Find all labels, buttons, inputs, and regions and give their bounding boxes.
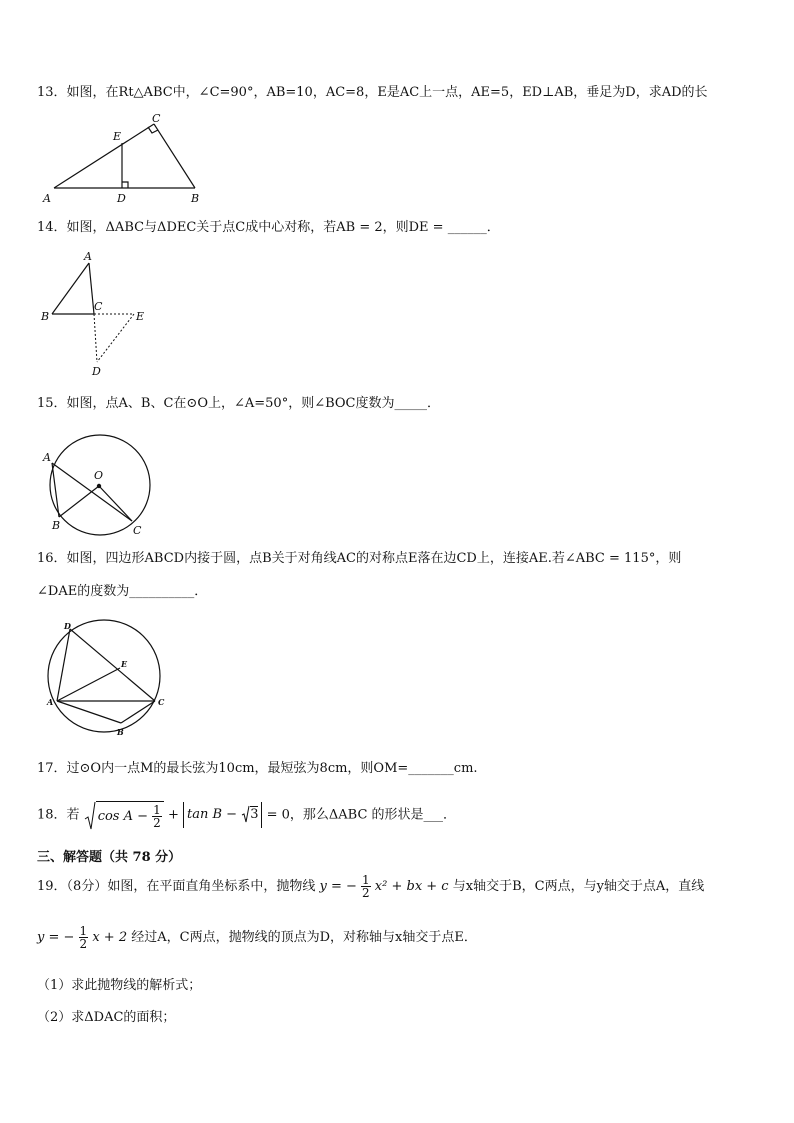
- q15-radius-ob: [59, 486, 99, 517]
- q19-l1-a: 19．（8分）如图，在平面直角坐标系中，抛物线: [37, 879, 316, 894]
- q15-figure: [37, 428, 167, 540]
- q19-l2-eq-post: x + 2: [92, 930, 128, 945]
- q13-label-b: B: [191, 192, 200, 205]
- q14-side-de: [97, 314, 134, 362]
- q13-text: 13．如图，在Rt△ABC中，∠C=90°，AB=10，AC=8，E是AC上一点，AE=5，ED⊥AB，垂足为D，求AD的长: [37, 85, 708, 100]
- q15-text: 15．如图，点A、B、C在⊙O上，∠A=50°，则∠BOC度数为_____．: [37, 396, 440, 411]
- q19-sub1: （1）求此抛物线的解析式；: [37, 978, 202, 993]
- q13-label-d: D: [117, 192, 126, 205]
- q16-side-bc: [121, 701, 155, 723]
- section3-title: 三、解答题（共 78 分）: [37, 850, 182, 865]
- q15-label-b: B: [52, 519, 61, 532]
- q18-suffix: = 0，那么ΔABC 的形状是___．: [266, 807, 457, 823]
- q19-l2-b: 经过A，C两点，抛物线的顶点为D，对称轴与x轴交于点E．: [131, 930, 477, 945]
- q19-l2-fraction: [79, 925, 89, 950]
- q16-label-b: B: [117, 727, 124, 737]
- q16-label-a: A: [47, 697, 54, 707]
- q14-side-ab: [52, 263, 89, 314]
- q14-label-b: B: [41, 310, 50, 323]
- q15-radius-oc: [99, 486, 132, 521]
- q18-radical-sign: [84, 801, 96, 831]
- q19-l2-eq-pre: y = −: [37, 930, 75, 945]
- q14-text: 14．如图，ΔABC与ΔDEC关于点C成中心对称，若AB = 2，则DE = ______．: [37, 220, 500, 235]
- q19-line2: [37, 920, 477, 956]
- q19-l2-frac-num: 1: [79, 924, 88, 938]
- q15-label-a: A: [43, 451, 51, 464]
- q18-sqrt-expression: [84, 801, 164, 829]
- q19-l1-frac-num: 1: [362, 873, 370, 887]
- q16-label-e: E: [121, 659, 128, 669]
- q18-tan-part: tan B −: [186, 807, 238, 822]
- q13-label-a: A: [43, 192, 51, 205]
- q18-prefix: 18．若: [37, 807, 80, 823]
- q14-label-a: A: [84, 250, 92, 263]
- q19-l2-frac-den: 2: [79, 937, 88, 951]
- q14-label-e: E: [136, 310, 145, 323]
- q16-segment-ae: [57, 668, 120, 701]
- q16-side-ad: [57, 629, 70, 701]
- q13-figure: [37, 110, 227, 206]
- q16-line2: ∠DAE的度数为__________．: [37, 584, 208, 599]
- q15-center-dot: [97, 484, 101, 488]
- q19-l1-eq-post: x² + bx + c: [374, 879, 449, 894]
- q13-right-angle-d: [122, 182, 128, 188]
- q16-label-c: C: [158, 697, 165, 707]
- q18-fraction: [152, 804, 162, 829]
- q18-sqrt3: [241, 806, 258, 824]
- q13-side-bc: [154, 124, 195, 188]
- q18-plus: +: [167, 807, 179, 823]
- q15-label-o: O: [94, 469, 104, 482]
- q19-l1-frac-den: 2: [362, 886, 370, 900]
- q18-line: [37, 801, 456, 831]
- q16-label-d: D: [64, 621, 71, 631]
- q18-cos-part: cos A −: [97, 809, 149, 824]
- q18-frac-den: 2: [153, 816, 161, 830]
- q16-side-ab: [57, 701, 121, 723]
- q19-l1-b: 与x轴交于B，C两点，与y轴交于点A，直线: [452, 879, 705, 894]
- q18-sqrt3-radical: [241, 805, 250, 823]
- q19-l1-fraction: [361, 874, 371, 899]
- q13-label-e: E: [113, 130, 122, 143]
- q18-abs-expression: [183, 802, 262, 828]
- q15-label-c: C: [133, 524, 142, 537]
- q13-label-c: C: [152, 112, 161, 125]
- q18-sqrt3-value: 3: [250, 807, 259, 822]
- q17-text: 17．过⊙O内一点M的最长弦为10cm，最短弦为8cm，则OM=_______cm.: [37, 761, 478, 776]
- q16-figure: [37, 617, 171, 741]
- q14-figure: [37, 248, 157, 380]
- q14-label-c: C: [94, 300, 103, 313]
- q16-side-dc: [70, 629, 155, 701]
- q16-line1: 16．如图，四边形ABCD内接于圆，点B关于对角线AC的对称点E落在边CD上，连接AE.若∠ABC = 115°，则: [37, 551, 682, 566]
- q18-frac-num: 1: [153, 803, 161, 817]
- q14-label-d: D: [92, 365, 101, 378]
- q19-sub2: （2）求ΔDAC的面积；: [37, 1010, 176, 1025]
- q19-line1: [37, 869, 704, 905]
- q13-side-ac: [54, 124, 154, 188]
- q14-side-cd: [94, 314, 97, 362]
- q19-l1-eq-pre: y = −: [319, 879, 357, 894]
